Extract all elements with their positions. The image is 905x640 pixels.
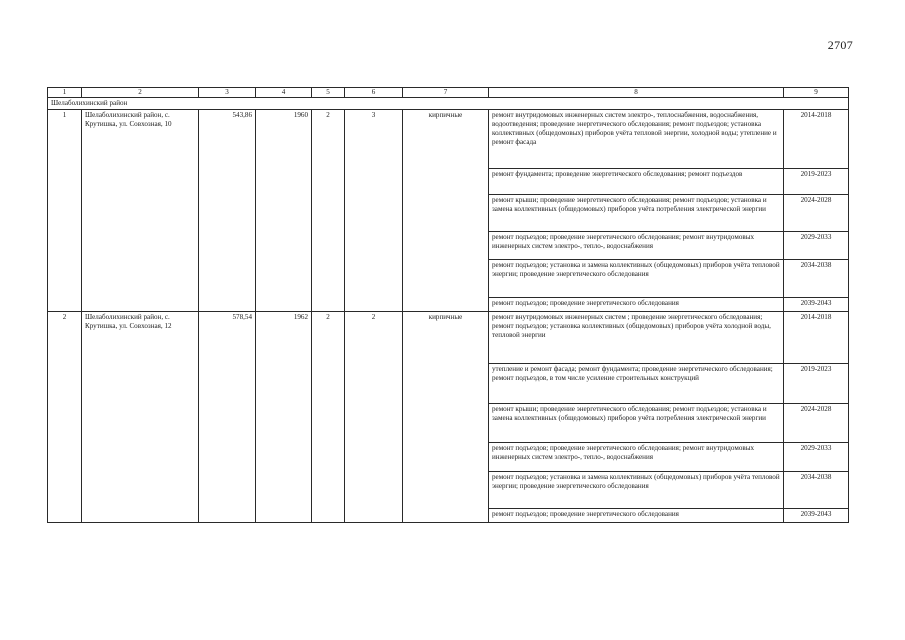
page-number: 2707 [827, 38, 853, 52]
repair-period: 2024-2028 [784, 404, 849, 443]
table-header [48, 88, 849, 98]
repair-works: ремонт подъездов; проведение энергетического обследования; ремонт внутридомовых инженерных систем электро-, тепло-, водоснабжения [489, 443, 784, 472]
table-row [48, 110, 849, 169]
repair-period: 2014-2018 [784, 312, 849, 364]
building-number: 2 [48, 312, 82, 523]
repair-works: ремонт подъездов; проведение энергетического обследования [489, 509, 784, 523]
column-number: 4 [256, 88, 312, 98]
building-floors: 2 [312, 312, 345, 523]
column-number: 2 [82, 88, 199, 98]
column-number-row [48, 88, 849, 98]
building-floors: 2 [312, 110, 345, 312]
repair-works: ремонт фундамента; проведение энергетического обследования; ремонт подъездов [489, 169, 784, 195]
district-row [48, 98, 849, 110]
district-name: Шелаболихинский район [48, 98, 849, 110]
repair-period: 2034-2038 [784, 260, 849, 298]
column-number: 8 [489, 88, 784, 98]
repair-schedule-table [47, 87, 849, 523]
repair-works: ремонт крыши; проведение энергетического обследования; ремонт подъездов; установка и замена коллективных (общедомовых) приборов учёта потребления электрической энергии [489, 195, 784, 232]
column-number: 1 [48, 88, 82, 98]
repair-period: 2019-2023 [784, 169, 849, 195]
repair-period: 2039-2043 [784, 509, 849, 523]
column-number: 6 [345, 88, 403, 98]
repair-period: 2019-2023 [784, 364, 849, 404]
building-year: 1960 [256, 110, 312, 312]
repair-period: 2029-2033 [784, 232, 849, 260]
building-entrances: 3 [345, 110, 403, 312]
repair-period: 2039-2043 [784, 298, 849, 312]
column-number: 9 [784, 88, 849, 98]
building-area: 578,54 [199, 312, 256, 523]
building-wall-material: кирпичные [403, 312, 489, 523]
repair-works: ремонт крыши; проведение энергетического обследования; ремонт подъездов; установка и замена коллективных (общедомовых) приборов учёта потребления электрической энергии [489, 404, 784, 443]
building-area: 543,86 [199, 110, 256, 312]
building-year: 1962 [256, 312, 312, 523]
repair-period: 2034-2038 [784, 472, 849, 509]
building-number: 1 [48, 110, 82, 312]
column-number: 3 [199, 88, 256, 98]
building-address: Шелаболихинский район, с. Крутишка, ул. Совхозная, 10 [82, 110, 199, 312]
repair-works: ремонт подъездов; проведение энергетического обследования [489, 298, 784, 312]
column-number: 5 [312, 88, 345, 98]
repair-period: 2024-2028 [784, 195, 849, 232]
table-row [48, 312, 849, 364]
column-number: 7 [403, 88, 489, 98]
building-entrances: 2 [345, 312, 403, 523]
repair-works: ремонт внутридомовых инженерных систем ; проведение энергетического обследования; ремонт подъездов; установка коллективных (общедомовых) приборов учёта холодной воды, тепловой энергии [489, 312, 784, 364]
repair-works: ремонт подъездов; установка и замена коллективных (общедомовых) приборов учёта тепловой энергии; проведение энергетического обследования [489, 260, 784, 298]
repair-period: 2014-2018 [784, 110, 849, 169]
building-wall-material: кирпичные [403, 110, 489, 312]
repair-works: ремонт внутридомовых инженерных систем электро-, теплоснабжения, водоснабжения, водоотведения; проведение энергетического обследования; ремонт подъездов; установка коллективных (общедомовых) приборов учёта тепловой энергии, холодной воды; утепление и ремонт фасада [489, 110, 784, 169]
repair-works: утепление и ремонт фасада; ремонт фундамента; проведение энергетического обследования; ремонт подъездов, в том числе усиление строительных конструкций [489, 364, 784, 404]
building-address: Шелаболихинский район, с. Крутишка, ул. Совхозная, 12 [82, 312, 199, 523]
repair-works: ремонт подъездов; проведение энергетического обследования; ремонт внутридомовых инженерных систем электро-, тепло-, водоснабжения [489, 232, 784, 260]
repair-works: ремонт подъездов; установка и замена коллективных (общедомовых) приборов учёта тепловой энергии; проведение энергетического обследования [489, 472, 784, 509]
repair-period: 2029-2033 [784, 443, 849, 472]
